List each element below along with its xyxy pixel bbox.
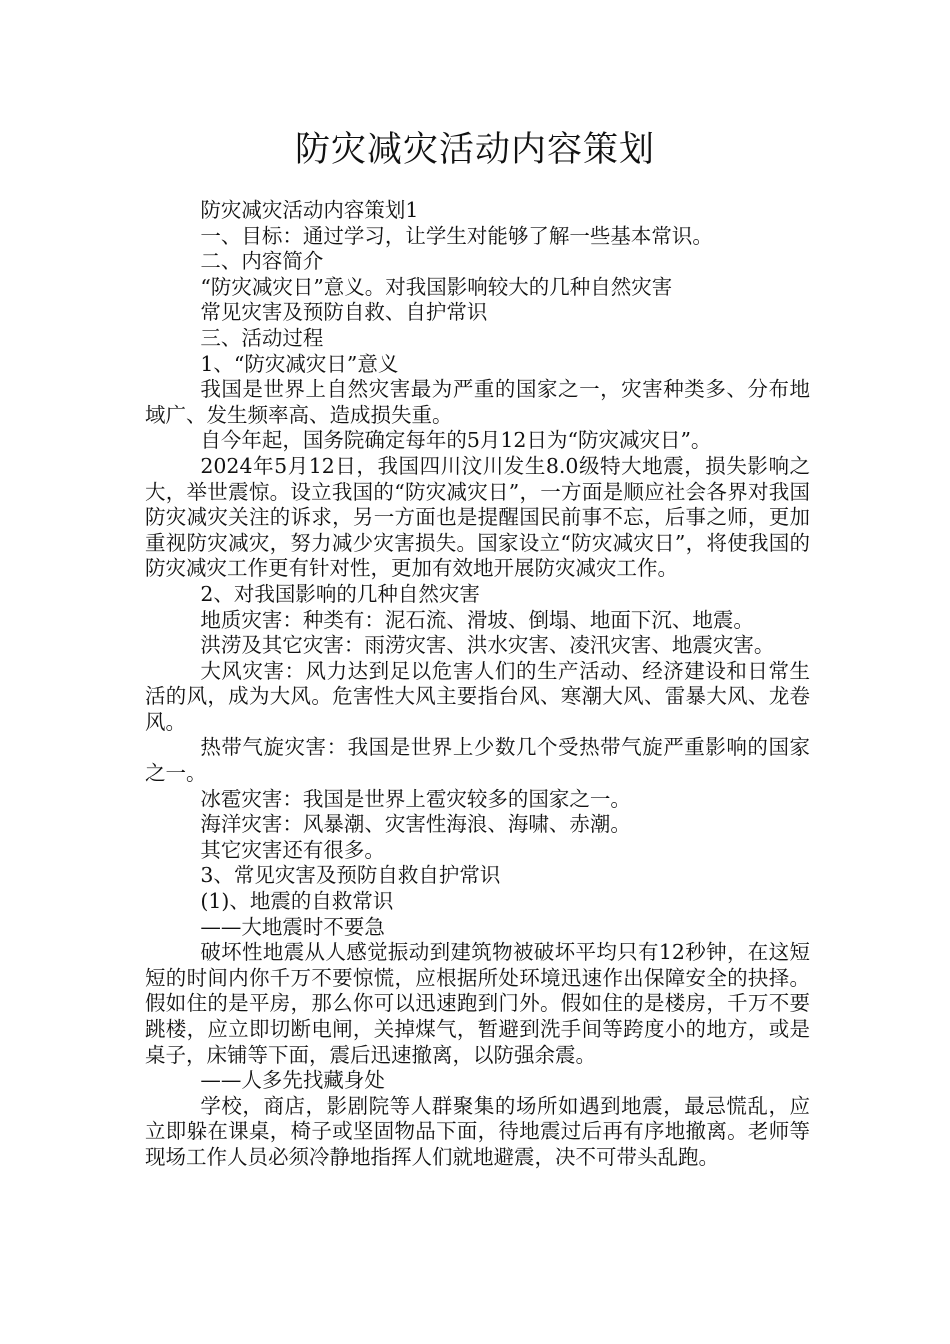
paragraph: 常见灾害及预防自救、自护常识 bbox=[200, 300, 488, 325]
document-body bbox=[145, 198, 810, 1171]
paragraph: 大风灾害：风力达到足以危害人们的生产活动、经济建设和日常生活的风，成为大风。危害性大风主要指台风、寒潮大风、雷暴大风、龙卷风。 bbox=[145, 658, 810, 734]
paragraph: “防灾减灾日”意义。对我国影响较大的几种自然灾害 bbox=[200, 274, 673, 299]
paragraph: 地质灾害：种类有：泥石流、滑坡、倒塌、地面下沉、地震。 bbox=[200, 607, 754, 632]
paragraph: ——人多先找藏身处 bbox=[200, 1068, 385, 1093]
paragraph: (1)、地震的自救常识 bbox=[200, 889, 394, 914]
paragraph: 海洋灾害：风暴潮、灾害性海浪、海啸、赤潮。 bbox=[200, 812, 631, 837]
paragraph: 我国是世界上自然灾害最为严重的国家之一，灾害种类多、分布地域广、发生频率高、造成损失重。 bbox=[145, 377, 810, 427]
paragraph: 一、目标：通过学习，让学生对能够了解一些基本常识。 bbox=[200, 223, 713, 248]
paragraph: 2、对我国影响的几种自然灾害 bbox=[200, 581, 480, 606]
paragraph: 2024年5月12日，我国四川汶川发生8.0级特大地震，损失影响之大，举世震惊。设立我国的“防灾减灾日”，一方面是顺应社会各界对我国防灾减灾关注的诉求，另一方面也是提醒国民前事不忘，后事之师，更加重视防灾减灾，努力减少灾害损失。国家设立“防灾减灾日”，将使我国的防灾减灾工作更有针对性，更加有效地开展防灾减灾工作。 bbox=[145, 453, 810, 581]
paragraph: 三、活动过程 bbox=[200, 325, 324, 350]
paragraph: 学校，商店，影剧院等人群聚集的场所如遇到地震，最忌慌乱，应立即躲在课桌，椅子或坚固物品下面，待地震过后再有序地撤离。老师等现场工作人员必须冷静地指挥人们就地避震，决不可带头乱跑。 bbox=[145, 1093, 810, 1169]
paragraph: 破坏性地震从人感觉振动到建筑物被破坏平均只有12秒钟，在这短短的时间内你千万不要惊慌，应根据所处环境迅速作出保障安全的抉择。假如住的是平房，那么你可以迅速跑到门外。假如住的是楼房，千万不要跳楼，应立即切断电闸，关掉煤气，暂避到洗手间等跨度小的地方，或是桌子，床铺等下面，震后迅速撤离，以防强余震。 bbox=[145, 940, 810, 1067]
paragraph: 冰雹灾害：我国是世界上雹灾较多的国家之一。 bbox=[200, 786, 631, 811]
paragraph: 3、常见灾害及预防自救自护常识 bbox=[200, 863, 501, 888]
document-title: 防灾减灾活动内容策划 bbox=[294, 130, 655, 170]
paragraph: 防灾减灾活动内容策划1 bbox=[200, 198, 419, 222]
paragraph: 二、内容简介 bbox=[200, 249, 324, 274]
paragraph: 自今年起，国务院确定每年的5月12日为“防灾减灾日”。 bbox=[200, 428, 712, 453]
paragraph: 热带气旋灾害：我国是世界上少数几个受热带气旋严重影响的国家之一。 bbox=[145, 735, 810, 786]
paragraph: 1、“防灾减灾日”意义 bbox=[200, 351, 399, 376]
paragraph: 洪涝及其它灾害：雨涝灾害、洪水灾害、凌汛灾害、地震灾害。 bbox=[200, 633, 775, 658]
paragraph: ——大地震时不要急 bbox=[200, 914, 385, 939]
paragraph: 其它灾害还有很多。 bbox=[200, 837, 385, 862]
